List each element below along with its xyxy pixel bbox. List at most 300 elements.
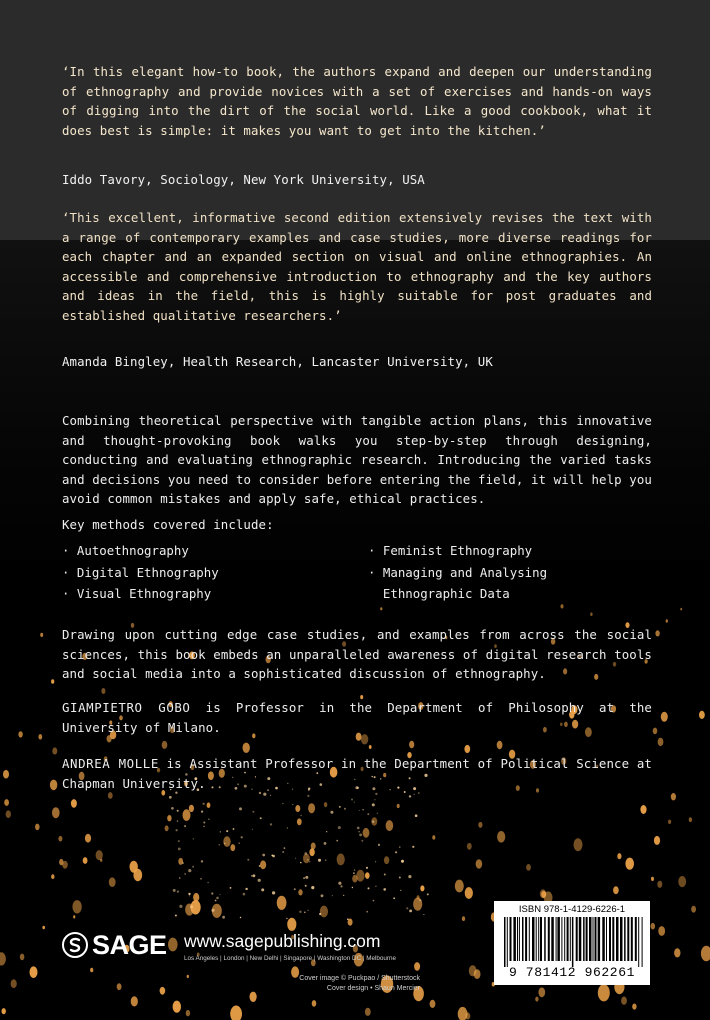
author-bio-text: is Assistant Professor in the Department of Political Science at Chapman University. (62, 756, 652, 791)
lantern (20, 954, 25, 961)
lantern-speck (219, 844, 220, 845)
lantern (130, 861, 138, 873)
barcode-bar (557, 917, 560, 961)
barcode-bar (529, 917, 530, 961)
lantern (666, 619, 668, 623)
lantern-speck (243, 893, 246, 896)
barcode-bar (544, 917, 546, 961)
lantern-speck (361, 840, 363, 842)
lantern (297, 818, 302, 825)
lantern (654, 836, 660, 845)
endorsement-attribution-1: Iddo Tavory, Sociology, New York University, USA (62, 172, 425, 187)
lantern (701, 946, 710, 961)
lantern (308, 803, 315, 813)
endorsement-quote-2: ‘This excellent, informative second edition extensively revises the text with a range of contemporary examples and case studies, more diverse readings for each chapter and an expanded section on visual and online ethnographies. An accessible and comprehensive introduction to ethnography and the key authors and ideas in the field, this is highly suitable for post graduates and established qualitative researchers.’ (62, 210, 652, 323)
lantern (309, 848, 314, 856)
lantern-speck (263, 793, 266, 796)
lantern-speck (383, 888, 386, 891)
lantern-speck (193, 838, 194, 839)
lantern-speck (201, 811, 203, 813)
lantern (173, 1001, 181, 1013)
lantern-speck (253, 874, 256, 877)
lantern (478, 822, 482, 828)
lantern (62, 861, 68, 869)
lantern-speck (408, 875, 411, 878)
lantern-speck (354, 869, 356, 871)
method-item: Ethnographic Data (368, 586, 510, 601)
lantern (295, 805, 300, 812)
lantern-speck (192, 866, 194, 868)
lantern (661, 712, 668, 722)
barcode-bar (635, 917, 637, 961)
lantern (287, 918, 296, 931)
lantern-speck (354, 802, 355, 803)
lantern-speck (184, 825, 186, 827)
lantern-speck (375, 793, 377, 795)
lantern-speck (409, 910, 412, 913)
lantern (613, 886, 619, 894)
lantern (365, 872, 370, 879)
lantern-speck (372, 821, 374, 823)
lantern-speck (252, 811, 254, 813)
method-item: · Feminist Ethnography (368, 543, 533, 558)
key-methods-column-1 (62, 540, 362, 605)
lantern (35, 824, 40, 831)
barcode-bar (609, 917, 611, 961)
lantern (384, 856, 389, 864)
lantern-speck (294, 888, 296, 890)
lantern-speck (251, 875, 253, 877)
lantern (497, 831, 505, 843)
lantern (96, 850, 103, 860)
barcode-bar (548, 917, 550, 961)
lantern-speck (216, 897, 219, 900)
lantern-speck (400, 890, 401, 891)
lantern (230, 844, 235, 851)
lantern-speck (178, 848, 181, 851)
method-item: · Digital Ethnography (62, 564, 219, 580)
lantern-speck (220, 894, 221, 895)
lantern (397, 804, 400, 808)
lantern (621, 997, 627, 1005)
lantern (320, 906, 328, 918)
lantern (691, 906, 696, 913)
lantern (653, 728, 658, 735)
barcode (502, 917, 644, 967)
lantern (657, 881, 662, 888)
lantern-speck (374, 799, 375, 800)
barcode-digits: 9 781412 962261 (508, 965, 636, 980)
lantern-speck (176, 829, 178, 831)
lantern (465, 887, 473, 899)
lantern-speck (211, 892, 213, 894)
lantern-speck (230, 887, 232, 889)
lantern-speck (222, 916, 225, 919)
lantern-speck (427, 893, 429, 895)
lantern-speck (270, 795, 271, 796)
sage-logo-icon (62, 932, 88, 958)
lantern (414, 962, 420, 971)
lantern-speck (188, 893, 190, 895)
isbn-label: ISBN 978-1-4129-6226-1 (518, 904, 626, 915)
barcode-bar (606, 917, 607, 961)
lantern-speck (226, 830, 228, 832)
lantern (467, 843, 472, 850)
lantern-speck (303, 877, 305, 879)
lantern (51, 874, 54, 879)
lantern-speck (307, 859, 308, 860)
barcode-bar (517, 917, 518, 961)
book-description: Combining theoretical perspective with tangible action plans, this innovative and thought-provoking book walks you step-by-step through designing, conducting and evaluating ethnographic research. Introducing the varied tasks and decisions you need to consider before entering the field, it will help you avoid common mistakes and apply safe, ethical practices. (62, 413, 652, 506)
barcode-bar (638, 917, 639, 967)
lantern (430, 1000, 436, 1008)
lantern (632, 1004, 636, 1010)
barcode-bar (624, 917, 626, 961)
barcode-bar (570, 917, 571, 961)
barcode-bar (540, 917, 542, 961)
lantern-speck (352, 887, 353, 888)
lantern-speck (378, 844, 380, 846)
lantern-speck (287, 828, 288, 829)
lantern (409, 741, 414, 748)
cover-image-credit: Cover image © Puckpao / Shutterstock (299, 975, 420, 982)
lantern-speck (305, 876, 308, 879)
barcode-bar (586, 917, 588, 961)
lantern (432, 835, 435, 839)
lantern (689, 817, 692, 822)
lantern-speck (375, 861, 376, 862)
sage-logo (62, 930, 182, 966)
lantern (658, 926, 665, 936)
lantern-speck (357, 827, 360, 830)
lantern-speck (207, 882, 208, 883)
lantern-speck (325, 860, 326, 861)
lantern (655, 630, 659, 636)
lantern-speck (377, 813, 378, 814)
lantern-speck (399, 846, 400, 847)
lantern-speck (201, 860, 203, 862)
lantern-speck (419, 899, 421, 901)
lantern-speck (220, 831, 221, 832)
lantern (6, 810, 11, 818)
lantern-speck (282, 851, 284, 853)
lantern-speck (175, 915, 177, 917)
barcode-bar (525, 917, 527, 961)
author-bio-text: is Professor in the Department of Philosophy at the University of Milano. (62, 700, 652, 735)
lantern-speck (399, 877, 401, 879)
lantern (58, 836, 62, 842)
lantern-speck (353, 872, 355, 874)
lantern (71, 799, 77, 808)
lantern (167, 815, 171, 821)
lantern-speck (238, 842, 240, 844)
lantern (109, 877, 116, 887)
barcode-bar (598, 917, 601, 961)
barcode-bar (510, 917, 512, 961)
lantern-speck (401, 860, 404, 863)
lantern-speck (305, 885, 307, 887)
lantern (90, 968, 93, 973)
barcode-bar (561, 917, 562, 961)
lantern (658, 738, 664, 746)
barcode-bar (507, 917, 508, 967)
author-bio-1 (62, 698, 652, 737)
barcode-bar (522, 917, 524, 961)
barcode-bar (593, 917, 594, 961)
lantern (3, 770, 9, 779)
sage-logo-text: SAGE (92, 930, 167, 960)
lantern-speck (179, 905, 182, 908)
lantern (380, 607, 382, 610)
lantern-speck (324, 842, 327, 845)
author-name: ANDREA MOLLE (62, 756, 159, 771)
lantern (38, 734, 42, 740)
lantern-speck (372, 803, 375, 806)
lantern (223, 836, 230, 847)
lantern (189, 805, 194, 812)
lantern (50, 780, 57, 791)
lantern (598, 984, 610, 1001)
cover-design-credit: Cover design • Shaun Mercier (326, 985, 420, 992)
method-item: · Managing and Analysing (368, 564, 548, 580)
lantern-speck (423, 914, 424, 915)
barcode-bar (602, 917, 605, 961)
lantern-speck (224, 843, 225, 844)
lantern-speck (177, 820, 178, 821)
lantern-speck (270, 823, 272, 825)
lantern-speck (200, 878, 202, 880)
lantern-speck (173, 889, 176, 892)
lantern-speck (245, 888, 247, 890)
lantern (162, 741, 168, 749)
lantern-speck (338, 826, 341, 829)
lantern (165, 825, 169, 831)
lantern-speck (412, 846, 414, 848)
endorsement-attribution-2: Amanda Bingley, Health Research, Lancaster University, UK (62, 354, 493, 369)
barcode-bar (576, 917, 578, 961)
lantern (178, 858, 183, 865)
lantern-speck (189, 895, 190, 896)
lantern (40, 633, 43, 637)
lantern (625, 858, 634, 870)
lantern (386, 820, 394, 831)
barcode-bar (620, 917, 623, 961)
lantern (668, 820, 671, 824)
lantern-speck (182, 862, 184, 864)
lantern-speck (239, 807, 242, 810)
lantern (469, 965, 477, 976)
lantern (497, 741, 503, 749)
barcode-bar (642, 917, 643, 967)
barcode-bar (564, 917, 565, 961)
method-item: · Visual Ethnography (62, 586, 212, 601)
lantern (131, 996, 138, 1006)
lantern-speck (299, 911, 301, 913)
lantern-speck (326, 831, 327, 832)
lantern (640, 805, 646, 814)
lantern-speck (190, 905, 193, 908)
lantern-speck (414, 794, 415, 795)
lantern-speck (240, 917, 241, 918)
lantern (160, 987, 166, 995)
lantern (535, 997, 538, 1002)
isbn-barcode-box (494, 901, 650, 985)
lantern-speck (241, 836, 243, 838)
lantern-speck (300, 815, 302, 817)
author-name: GIAMPIETRO GOBO (62, 700, 191, 715)
lantern (117, 983, 122, 990)
lantern-speck (359, 810, 360, 811)
lantern-speck (261, 888, 264, 891)
lantern-speck (339, 806, 341, 808)
lantern-speck (282, 803, 283, 804)
lantern (458, 1007, 468, 1020)
lantern-speck (304, 852, 307, 855)
lantern-speck (362, 809, 363, 810)
lantern-speck (332, 895, 333, 896)
lantern-speck (308, 910, 309, 911)
lantern-speck (188, 869, 191, 872)
lantern (186, 1010, 190, 1016)
lantern-speck (393, 897, 395, 899)
lantern-speck (262, 854, 265, 857)
lantern (85, 834, 91, 843)
lantern (243, 743, 250, 753)
lantern-speck (343, 895, 344, 896)
lantern-speck (184, 873, 185, 874)
lantern-speck (321, 894, 324, 897)
lantern-speck (384, 874, 386, 876)
lantern-speck (272, 855, 275, 858)
lantern-speck (406, 907, 408, 909)
lantern-speck (340, 885, 342, 887)
lantern-speck (304, 912, 306, 914)
book-description-2: Drawing upon cutting edge case studies, and examples from across the social sciences, this book embeds an unparalleled awareness of digital research tools and social media into a sophisticated discussion of ethnography. (62, 627, 652, 681)
lantern-speck (177, 810, 179, 812)
endorsement-quote-1: ‘In this elegant how-to book, the authors expand and deepen our understanding of ethnography and provide novices with a set of exercises and hands-on ways of digging into the dirt of the social world. Like a good cookbook, what it does best is simple: it makes you want to get into the kitchen.’ (62, 64, 652, 138)
lantern-speck (295, 858, 296, 859)
lantern-speck (395, 851, 397, 853)
lantern (4, 799, 9, 806)
lantern-speck (284, 847, 286, 849)
lantern-speck (330, 811, 333, 814)
lantern-speck (409, 795, 411, 797)
lantern (417, 895, 420, 899)
barcode-bar (556, 917, 557, 961)
lantern (30, 966, 38, 978)
lantern (476, 859, 483, 868)
lantern-speck (178, 840, 180, 842)
lantern-speck (415, 814, 418, 817)
lantern-speck (171, 807, 174, 810)
lantern (187, 975, 189, 978)
publisher-url[interactable]: www.sagepublishing.com (184, 931, 381, 951)
lantern-speck (203, 822, 205, 824)
lantern (18, 731, 22, 737)
lantern-speck (179, 877, 181, 879)
barcode-bar (579, 917, 582, 961)
lantern-speck (319, 913, 321, 915)
lantern-speck (347, 918, 349, 920)
lantern (73, 915, 75, 918)
lantern (356, 870, 364, 882)
barcode-bar (519, 917, 520, 961)
barcode-bar (536, 917, 537, 961)
lantern-speck (259, 865, 261, 867)
lantern (464, 745, 470, 753)
barcode-bar (631, 917, 633, 961)
lantern-speck (336, 840, 338, 842)
barcode-bar (572, 917, 574, 967)
lantern-speck (208, 818, 210, 820)
lantern-speck (366, 911, 368, 913)
lantern-speck (351, 799, 353, 801)
lantern-speck (366, 867, 368, 869)
lantern (42, 926, 45, 930)
lantern-speck (338, 882, 341, 885)
lantern (303, 854, 310, 864)
lantern (277, 896, 287, 910)
lantern (561, 604, 564, 608)
cover-credits (260, 974, 420, 994)
barcode-bar (612, 917, 614, 961)
barcode-bar (567, 917, 569, 961)
lantern (230, 1006, 242, 1020)
lantern (680, 608, 682, 611)
lantern (0, 952, 6, 965)
lantern (72, 900, 81, 913)
lantern (699, 711, 705, 719)
lantern-speck (272, 891, 275, 894)
lantern-speck (169, 796, 172, 799)
lantern-speck (344, 808, 346, 810)
barcode-bar (532, 917, 535, 961)
lantern (678, 876, 686, 887)
barcode-bar (589, 917, 592, 961)
lantern (369, 745, 372, 749)
lantern (671, 793, 676, 800)
lantern-speck (286, 918, 287, 919)
lantern (651, 923, 656, 930)
lantern (540, 889, 546, 898)
lantern (526, 864, 531, 871)
lantern (11, 979, 17, 988)
lantern-speck (177, 891, 179, 893)
lantern-speck (318, 859, 321, 862)
barcode-bar (616, 917, 619, 961)
lantern (2, 1008, 6, 1014)
lantern (363, 828, 370, 838)
barcode-bar (583, 917, 585, 961)
lantern-speck (203, 826, 205, 828)
barcode-bar (551, 917, 554, 961)
lantern (574, 838, 583, 851)
barcode-bar (513, 917, 516, 961)
lantern (617, 853, 621, 859)
lantern (207, 802, 211, 808)
lantern-speck (260, 817, 262, 819)
lantern (324, 802, 327, 807)
lantern-speck (358, 831, 359, 832)
barcode-bar (627, 917, 629, 961)
lantern (51, 679, 54, 684)
lantern-speck (309, 861, 310, 862)
barcode-bar (504, 917, 506, 967)
lantern-speck (233, 828, 235, 830)
barcode-bar (538, 917, 539, 961)
lantern-speck (258, 879, 261, 882)
lantern-speck (367, 813, 369, 815)
